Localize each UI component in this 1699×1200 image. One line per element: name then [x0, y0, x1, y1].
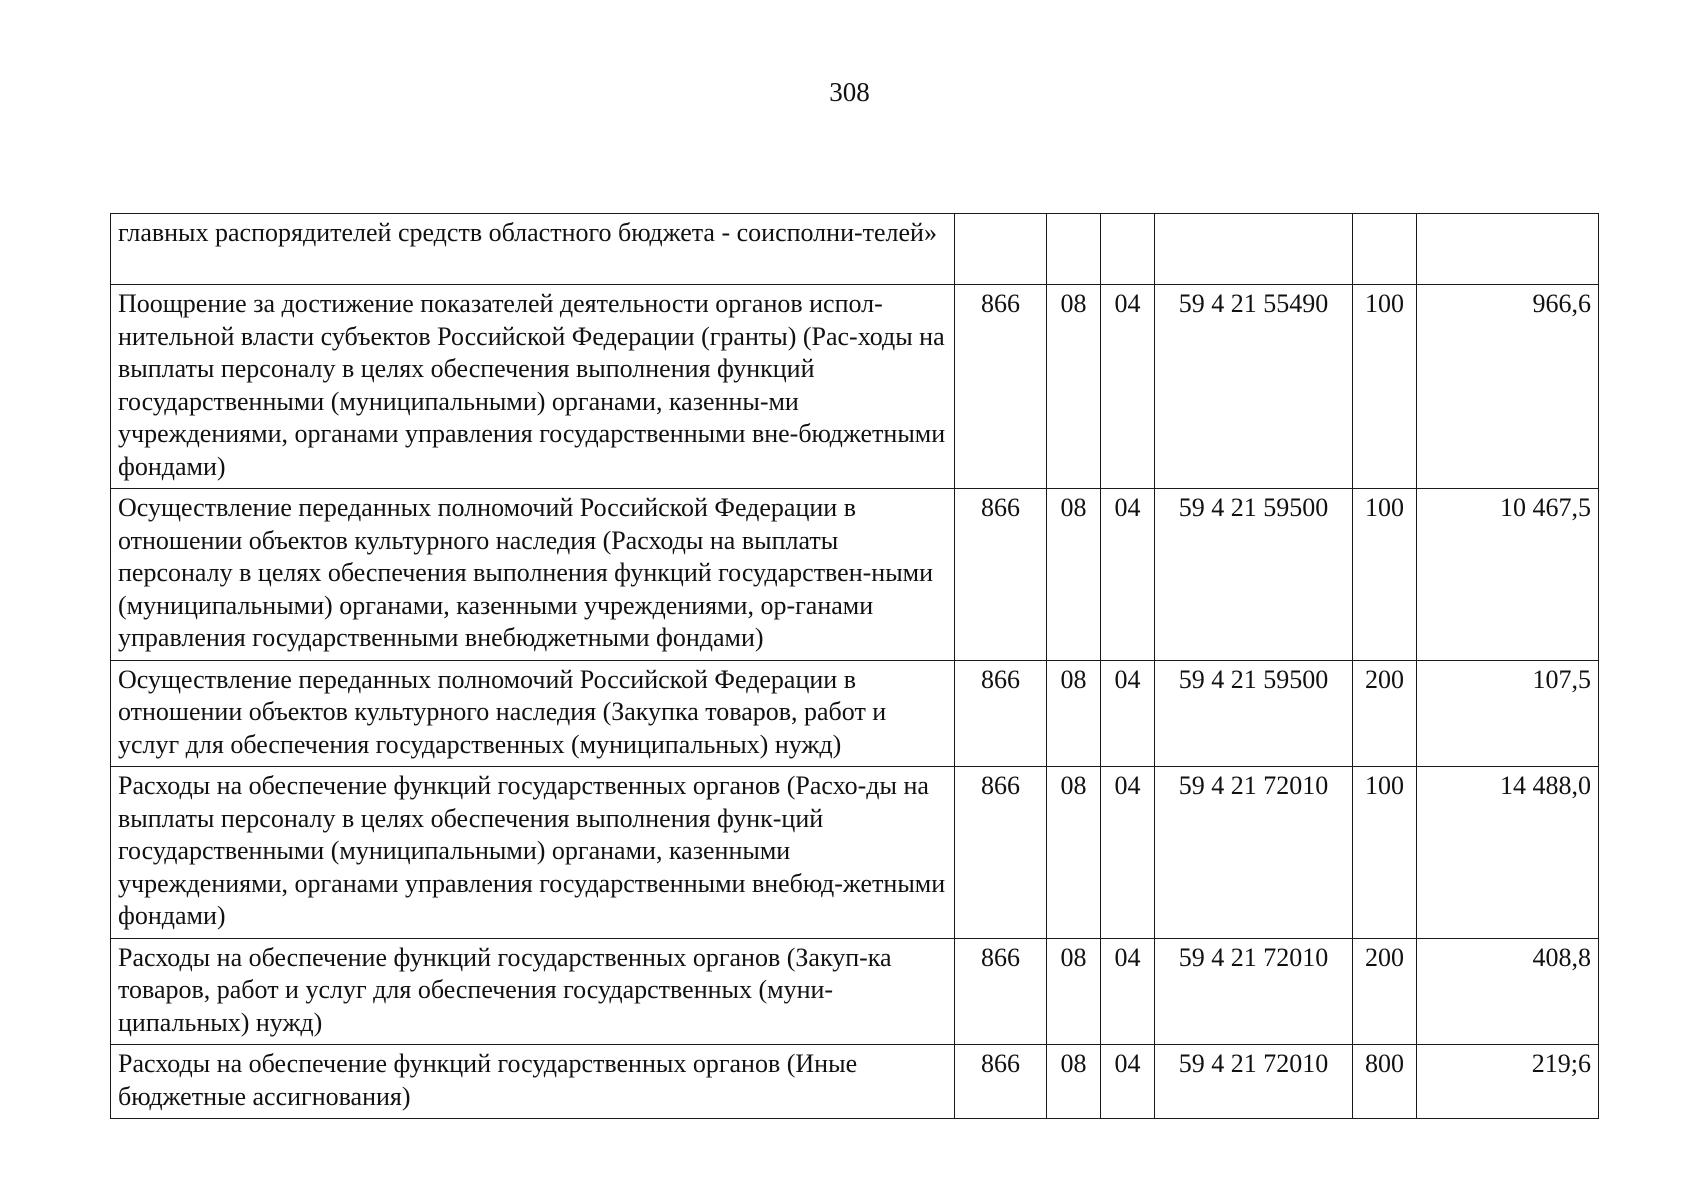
table-row	[111, 285, 1599, 489]
expense-type-code: 200	[1353, 660, 1417, 767]
expense-type-code: 100	[1353, 285, 1417, 489]
subsection-code: 04	[1101, 1045, 1155, 1119]
section-code: 08	[1047, 660, 1101, 767]
row-description: главных распорядителей средств областного бюджета - соисполни-телей»	[111, 214, 955, 285]
table-row	[111, 660, 1599, 767]
table-row	[111, 214, 1599, 285]
target-article-code: 59 4 21 72010	[1155, 1045, 1353, 1119]
subsection-code	[1101, 214, 1155, 285]
section-code: 08	[1047, 1045, 1101, 1119]
sum-value: 14 488,0	[1417, 767, 1599, 939]
target-article-code	[1155, 214, 1353, 285]
section-code: 08	[1047, 938, 1101, 1045]
sum-value: 10 467,5	[1417, 489, 1599, 661]
row-description: Осуществление переданных полномочий Российской Федерации в отношении объектов культурного наследия (Расходы на выплаты персоналу в целях обеспечения выполнения функций государствен-ными (муниципальными) органами, казенными учреждениями, ор-ганами управления государственными внебюджетными фондами)	[111, 489, 955, 661]
sum-value: 408,8	[1417, 938, 1599, 1045]
expense-type-code: 800	[1353, 1045, 1417, 1119]
expense-type-code: 200	[1353, 938, 1417, 1045]
expense-type-code: 100	[1353, 767, 1417, 939]
budget-table	[110, 213, 1599, 1119]
sum-value: 219;6	[1417, 1045, 1599, 1119]
target-article-code: 59 4 21 59500	[1155, 489, 1353, 661]
ministry-code: 866	[955, 660, 1047, 767]
row-description: Осуществление переданных полномочий Российской Федерации в отношении объектов культурного наследия (Закупка товаров, работ и услуг для обеспечения государственных (муниципальных) нужд)	[111, 660, 955, 767]
sum-value: 107,5	[1417, 660, 1599, 767]
ministry-code	[955, 214, 1047, 285]
target-article-code: 59 4 21 59500	[1155, 660, 1353, 767]
target-article-code: 59 4 21 72010	[1155, 767, 1353, 939]
subsection-code: 04	[1101, 489, 1155, 661]
expense-type-code: 100	[1353, 489, 1417, 661]
subsection-code: 04	[1101, 660, 1155, 767]
row-description: Поощрение за достижение показателей деятельности органов испол-нительной власти субъектов Российской Федерации (гранты) (Рас-ходы на выплаты персоналу в целях обеспечения выполнения функций государственными (муниципальными) органами, казенны-ми учреждениями, органами управления государственными вне-бюджетными фондами)	[111, 285, 955, 489]
table-row	[111, 1045, 1599, 1119]
target-article-code: 59 4 21 72010	[1155, 938, 1353, 1045]
ministry-code: 866	[955, 1045, 1047, 1119]
sum-value	[1417, 214, 1599, 285]
section-code	[1047, 214, 1101, 285]
section-code: 08	[1047, 285, 1101, 489]
ministry-code: 866	[955, 767, 1047, 939]
sum-value: 966,6	[1417, 285, 1599, 489]
target-article-code: 59 4 21 55490	[1155, 285, 1353, 489]
section-code: 08	[1047, 489, 1101, 661]
ministry-code: 866	[955, 489, 1047, 661]
page-number: 308	[829, 77, 870, 107]
row-description: Расходы на обеспечение функций государственных органов (Иные бюджетные ассигнования)	[111, 1045, 955, 1119]
section-code: 08	[1047, 767, 1101, 939]
ministry-code: 866	[955, 285, 1047, 489]
subsection-code: 04	[1101, 767, 1155, 939]
subsection-code: 04	[1101, 938, 1155, 1045]
subsection-code: 04	[1101, 285, 1155, 489]
table-row	[111, 489, 1599, 661]
row-description: Расходы на обеспечение функций государственных органов (Расхо-ды на выплаты персоналу в целях обеспечения выполнения функ-ций государственными (муниципальными) органами, казенными учреждениями, органами управления государственными внебюд-жетными фондами)	[111, 767, 955, 939]
ministry-code: 866	[955, 938, 1047, 1045]
row-description: Расходы на обеспечение функций государственных органов (Закуп-ка товаров, работ и услуг для обеспечения государственных (муни-ципальных) нужд)	[111, 938, 955, 1045]
expense-type-code	[1353, 214, 1417, 285]
table-row	[111, 767, 1599, 939]
table-row	[111, 938, 1599, 1045]
